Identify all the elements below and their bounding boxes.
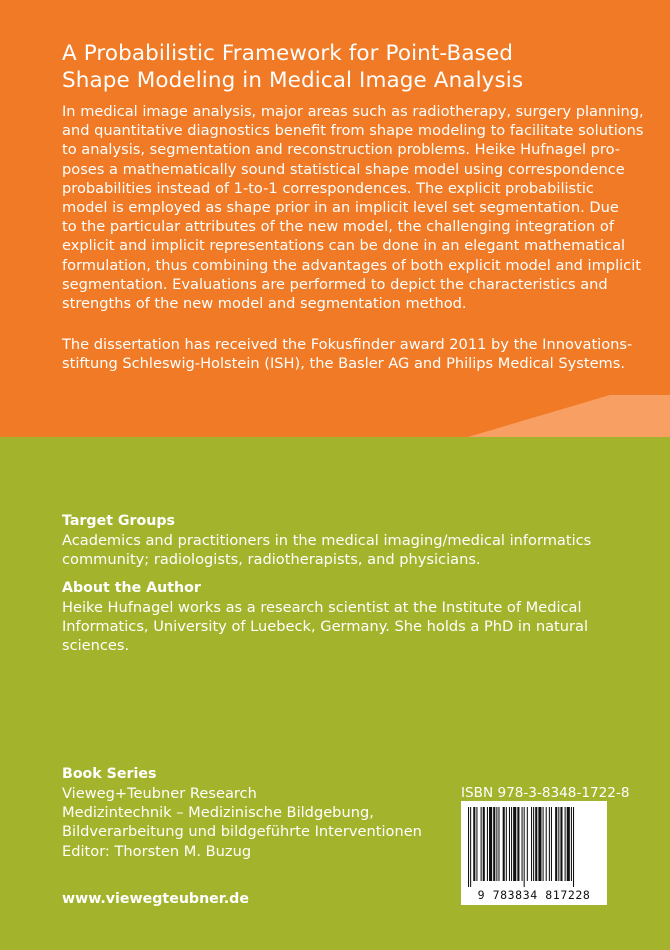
book-series-heading: Book Series [62,766,157,782]
barcode-bar [571,807,572,881]
book-series-text [62,784,442,861]
barcode-bar [476,807,477,881]
barcode-bar [533,807,534,881]
abstract-line: poses a mathematically sound statistical shape model using correspondence [62,160,625,178]
barcode-bar [517,807,519,881]
title-line: Shape Modeling in Medical Image Analysis [62,68,524,93]
book-series-line: Medizintechnik – Medizinische Bildgebung, [62,804,374,822]
abstract-paragraph [62,102,644,313]
barcode-bar [546,807,547,881]
abstract-line: explicit and implicit representations can be done in an elegant mathematical [62,237,626,255]
target-groups-line: Academics and practitioners in the medical imaging/medical informatics [62,532,592,549]
abstract-line: to the particular attributes of the new model, the challenging integration of [62,218,614,236]
barcode-bar [567,807,570,881]
book-title [62,40,642,94]
barcode-bar [506,807,507,881]
barcode-bar [496,807,497,881]
book-series-line: Bildverarbeitung und bildgeführte Interventionen [62,823,422,841]
barcode-bar [513,807,516,881]
barcode-bar [524,807,525,887]
barcode-bar [470,807,471,887]
book-series-line: Editor: Thorsten M. Buzug [62,842,252,860]
abstract-line: formulation, thus combining the advantages of both explicit model and implicit [62,256,641,274]
barcode-digits: 9 783834 817228 [477,888,591,902]
abstract-line: model is employed as shape prior in an implicit level set segmentation. Due [62,199,619,217]
target-groups-heading: Target Groups [62,513,176,529]
abstract-line: segmentation. Evaluations are performed to depict the characteristics and [62,275,608,293]
abstract-line: In medical image analysis, major areas such as radiotherapy, surgery planning, [62,103,644,120]
barcode-bar [565,807,566,881]
barcode-icon [461,801,607,887]
barcode-bar [522,807,523,881]
about-author-line: Heike Hufnagel works as a research scientist at the Institute of Medical [62,599,582,616]
barcode-bar [498,807,499,881]
barcode-bar [503,807,505,881]
barcode-bar [473,807,475,881]
isbn-label: ISBN 978-3-8348-1722-8 [461,785,630,801]
barcode-bar [558,807,559,881]
barcode-bar [538,807,541,881]
about-author-line: sciences. [62,637,130,655]
barcode-bar [511,807,512,881]
about-author-heading: About the Author [62,580,201,596]
barcode-bar [468,807,469,887]
target-groups-line: community; radiologists, radiotherapists, and physicians. [62,551,481,569]
award-paragraph [62,335,633,373]
about-author-line: Informatics, University of Luebeck, Germany. She holds a PhD in natural [62,618,589,636]
barcode-bar [483,807,485,881]
barcode-bar [543,807,544,881]
target-groups-text [62,531,622,569]
abstract-line: probabilities instead of 1-to-1 correspondences. The explicit probabilistic [62,179,594,197]
barcode-bar [535,807,537,881]
barcode-bar [573,807,574,887]
award-line: The dissertation has received the Fokusfinder award 2011 by the Innovations- [62,336,633,353]
book-series-line: Vieweg+Teubner Research [62,785,257,802]
about-author-text [62,598,622,656]
barcode-bar [531,807,532,881]
barcode-bar [489,807,492,881]
barcode-bar [560,807,562,881]
barcode-bar [481,807,482,881]
publisher-website-link[interactable]: www.viewegteubner.de [62,891,249,907]
award-line: stiftung Schleswig-Holstein (ISH), the Basler AG and Philips Medical Systems. [62,355,626,373]
barcode-bar [487,807,488,881]
barcode-bar [549,807,550,881]
barcode [461,801,607,905]
barcode-bar [493,807,495,881]
abstract-line: strengths of the new model and segmentation method. [62,295,467,313]
barcode-bar [527,807,528,881]
barcode-bar [551,807,552,881]
title-line: A Probabilistic Framework for Point-Based [62,41,514,66]
barcode-bar [555,807,557,881]
barcode-bar [509,807,510,881]
abstract-line: and quantitative diagnostics benefit from shape modeling to facilitate solutions [62,122,644,140]
abstract-line: to analysis, segmentation and reconstruction problems. Heike Hufnagel pro- [62,141,621,159]
